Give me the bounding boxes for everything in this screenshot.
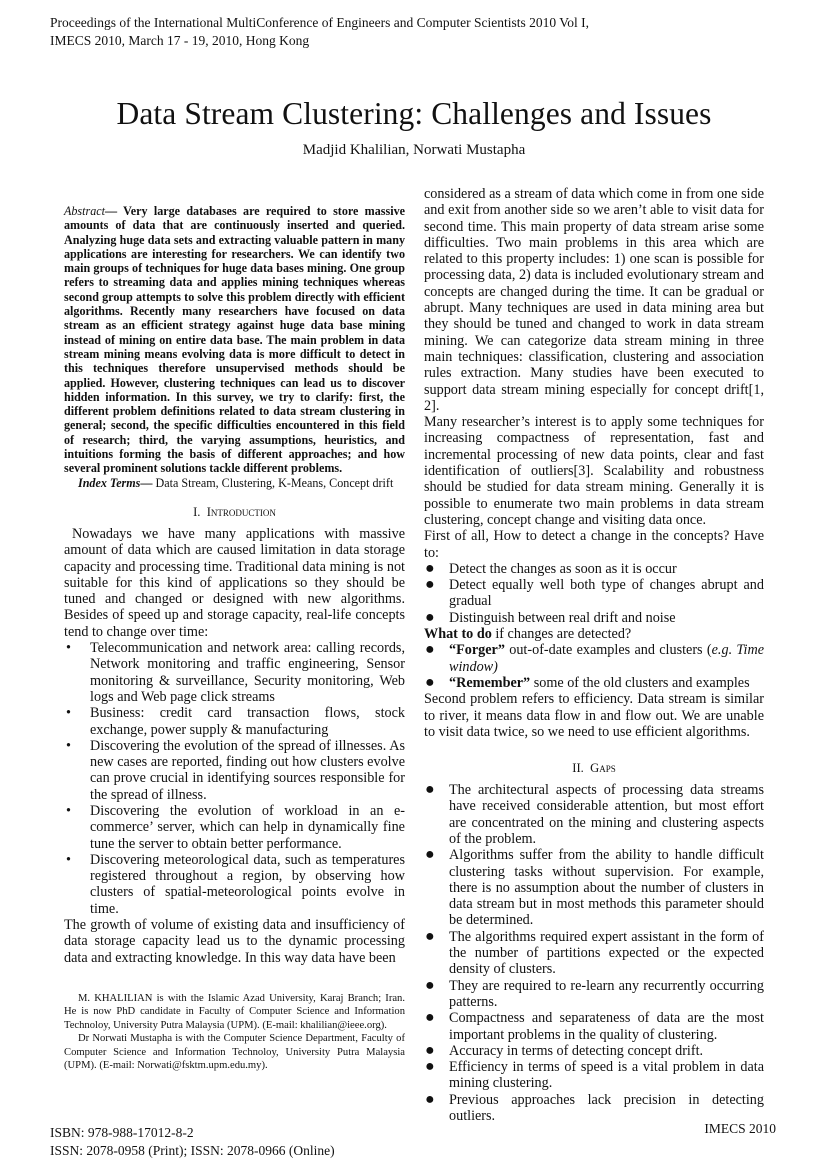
gaps-bullet-list [424, 782, 764, 1124]
issn-text: ISSN: 2078-0958 (Print); ISSN: 2078-0966 (Online) [50, 1143, 335, 1158]
list-item [424, 561, 764, 577]
list-item-text: Distinguish between real drift and noise [449, 609, 676, 626]
bullet-icon: ● [425, 1009, 435, 1027]
abstract-text: Very large databases are required to store massive amounts of data that are continuously inserted and queried. Analyzing huge data sets and extracting valuable pattern in many applications are interesting for researchers. We can identify two main groups of techniques for huge data bases mining. One group refers to streaming data and applies mining techniques whereas second group attempts to solve this problem directly with efficient algorithms. Recently many researchers have focused on data stream as an efficient strategy against huge data base mining instead of mining on entire data base. The main problem in data stream mining means evolving data is more difficult to detect in this techniques therefore unsupervised methods should be applied. However, clustering techniques can lead us to discover hidden information. In this survey, we try to clarify: first, the different problem definitions related to data stream clustering in general; second, the specific difficulties encountered in this field of research; third, the varying assumptions, heuristics, and intuitions forming the basis of different approaches; and how several prominent solutions tackle different problems. [64, 204, 405, 476]
forget-text: out-of-date examples and clusters ( [504, 642, 712, 659]
list-item-text: Discovering the evolution of the spread of illnesses. As new cases are reported, finding out how clusters evolve can prove crucial in identifying sources responsible for the spread of illness. [90, 737, 405, 803]
bullet-icon: • [66, 705, 71, 722]
what-to-do-bold: do [476, 626, 492, 643]
list-item-text: Accuracy in terms of detecting concept drift. [449, 1042, 704, 1059]
section-heading-gaps [424, 760, 764, 776]
bullet-icon: • [66, 737, 71, 754]
list-item-text: Detect the changes as soon as it is occur [449, 560, 677, 577]
footnote-author-2: Dr Norwati Mustapha is with the Computer Science Department, Faculty of Computer Science and Information Technoloy, University Putra Malaysia (UPM). (E-mail: Norwati@fsktm.upm.edu.my). [64, 1033, 405, 1072]
list-item [424, 1010, 764, 1043]
abstract-dash: — [104, 204, 124, 218]
what-to-do-line [424, 626, 764, 642]
index-terms [64, 476, 405, 490]
section-title: Gaps [590, 761, 616, 776]
bullet-icon: ● [425, 608, 435, 626]
section-heading-introduction [64, 504, 405, 520]
list-item-text: Telecommunication and network area: calling records, Network monitoring and traffic engineering, Sensor monitoring & surveillance, Security monitoring, Web logs and Web page click streams [90, 640, 405, 705]
intro-bullet-list [64, 640, 405, 917]
bullet-icon: ● [425, 781, 435, 799]
proceedings-header [50, 14, 589, 50]
abstract-label: Abstract [64, 204, 105, 218]
isbn-text: ISBN: 978-988-17012-8-2 [50, 1125, 194, 1140]
list-item [424, 1059, 764, 1092]
what-to-do-suffix: if changes are detected? [491, 626, 632, 643]
right-column [424, 186, 764, 1124]
list-item-text: Discovering meteorological data, such as temperatures registered throughout a region, by observing how clusters of spatial-meteorological points evolve in time. [90, 851, 405, 917]
bullet-icon: ● [425, 576, 435, 594]
right-paragraph-3: First of all, How to detect a change in the concepts? Have to: [424, 528, 764, 561]
list-item [64, 852, 405, 917]
right-paragraph-1: considered as a stream of data which come in from one side and exit from another side so we aren’t able to visit data for second time. This main property of data stream arise some difficulties. Two main problems in this area which are related to this property includes: 1) one scan is possible for processing data, 2) data is included evolutionary stream and concepts are changed during the time. It can be gradual or abrupt. Many techniques are used in data mining area but they should be tuned and changed to work in data stream mining. We can categorize data stream mining in three main techniques: classification, clustering and association rules extraction. Many studies have been executed to support data stream mining especially for concept drift[1, 2]. [424, 186, 765, 414]
detect-bullet-list [424, 561, 764, 626]
remember-term: “Remember” [449, 674, 531, 691]
list-item [424, 642, 764, 675]
bullet-icon: ● [425, 1090, 435, 1108]
forget-term: “Forger” [449, 642, 505, 659]
list-item [424, 577, 764, 610]
section-title: Introduction [206, 504, 276, 519]
page-footer-right: IMECS 2010 [704, 1121, 776, 1136]
footnote-author-1: M. KHALILIAN is with the Islamic Azad University, Karaj Branch; Iran. He is now PhD candidate in Faculty of Computer Science and Information Technoloy, University Putra Malaysia (UPM). (E-mail: khalilian@ieee.org). [64, 992, 405, 1031]
bullet-icon: • [66, 851, 71, 868]
header-line-1: Proceedings of the International MultiConference of Engineers and Computer Scientists 2010 Vol I, [50, 15, 590, 30]
list-item-text: Algorithms suffer from the ability to handle difficult clustering tasks without supervision. For example, there is no assumption about the number of clusters in data stream but in most methods this parameter should be determined. [449, 847, 764, 929]
list-item [424, 1043, 764, 1059]
bullet-icon: • [66, 802, 71, 819]
remember-text: some of the old clusters and examples [530, 674, 750, 691]
list-item [64, 738, 405, 803]
bullet-icon: ● [425, 976, 435, 994]
list-item-text: Business: credit card transaction flows, stock exchange, power supply & manufacturing [90, 705, 405, 738]
bullet-icon: ● [425, 846, 435, 864]
left-column [64, 204, 405, 1073]
bullet-icon: ● [425, 927, 435, 945]
list-item [424, 675, 764, 691]
bullet-icon: ● [425, 673, 435, 691]
list-item [64, 705, 405, 738]
intro-paragraph-2: The growth of volume of existing data and insufficiency of data storage capacity lead us to the dynamic processing data and extracting knowledge. In this way data have been [64, 917, 405, 966]
section-number: II. [572, 761, 584, 776]
list-item-text: Previous approaches lack precision in detecting outliers. [449, 1091, 764, 1125]
bullet-icon: ● [425, 1058, 435, 1076]
intro-paragraph-1: Nowadays we have many applications with massive amount of data which are caused limitation in data storage capacity and processing time. Traditional data mining is not suitable for this kind of applications so they should be tuned and changed or designed with new algorithms. Besides of speed up and storage capacity, real-life concepts tend to change over time: [64, 525, 405, 640]
list-item [424, 929, 764, 978]
list-item [64, 803, 405, 852]
action-bullet-list [424, 642, 764, 691]
list-item-text: Efficiency in terms of speed is a vital problem in data mining clustering. [449, 1059, 764, 1092]
right-paragraph-2: Many researcher’s interest is to apply some techniques for increasing compactness of representation, fast and incremental processing of new data points, clear and fast identification of outliers[3]. Scalability and robustness should be studied for data stream mining. Generally it is possible to enumerate two main problems in data stream clustering, concept change and visiting data once. [424, 414, 764, 528]
list-item-text: Detect equally well both type of changes abrupt and gradual [449, 577, 764, 610]
bullet-icon: ● [425, 641, 435, 659]
index-terms-text: Data Stream, Clustering, K-Means, Concept drift [155, 475, 394, 490]
list-item-text: The architectural aspects of processing data streams have received considerable attention, but most effort are concentrated on the mining and clustering aspects of the problem. [449, 782, 764, 847]
list-item [424, 847, 764, 928]
page-footer-left [50, 1124, 335, 1160]
bullet-icon: ● [425, 559, 435, 577]
list-item [424, 978, 764, 1011]
list-item-text: They are required to re-learn any recurrently occurring patterns. [449, 977, 764, 1010]
index-terms-label: Index Terms [78, 475, 141, 490]
section-number: I. [193, 504, 201, 519]
abstract [64, 204, 405, 476]
forget-italic: e.g. Time window) [449, 642, 765, 675]
list-item [424, 782, 764, 847]
paper-authors: Madjid Khalilian, Norwati Mustapha [302, 142, 526, 158]
list-item-text: The algorithms required expert assistant in the form of the number of partitions expected or the expected density of clusters. [449, 928, 764, 978]
bullet-icon: • [66, 640, 71, 657]
paper-title: Data Stream Clustering: Challenges and Issues [116, 96, 712, 131]
list-item [424, 610, 764, 626]
bullet-icon: ● [425, 1041, 435, 1059]
list-item [64, 640, 405, 705]
header-line-2: IMECS 2010, March 17 - 19, 2010, Hong Kong [50, 33, 310, 48]
list-item-text: Discovering the evolution of workload in an e-commerce’ server, which can help in dynamically fine tune the server to obtain better performance. [90, 802, 405, 852]
right-paragraph-4: Second problem refers to efficiency. Data stream is similar to river, it means data flow in and flow out. We are unable to visit data twice, so we need to use efficient algorithms. [424, 691, 764, 740]
what-to-do-prefix: What to [424, 626, 477, 643]
index-terms-dash: — [140, 475, 156, 490]
list-item-text: Compactness and separateness of data are the most important problems in the quality of clustering. [449, 1010, 764, 1043]
